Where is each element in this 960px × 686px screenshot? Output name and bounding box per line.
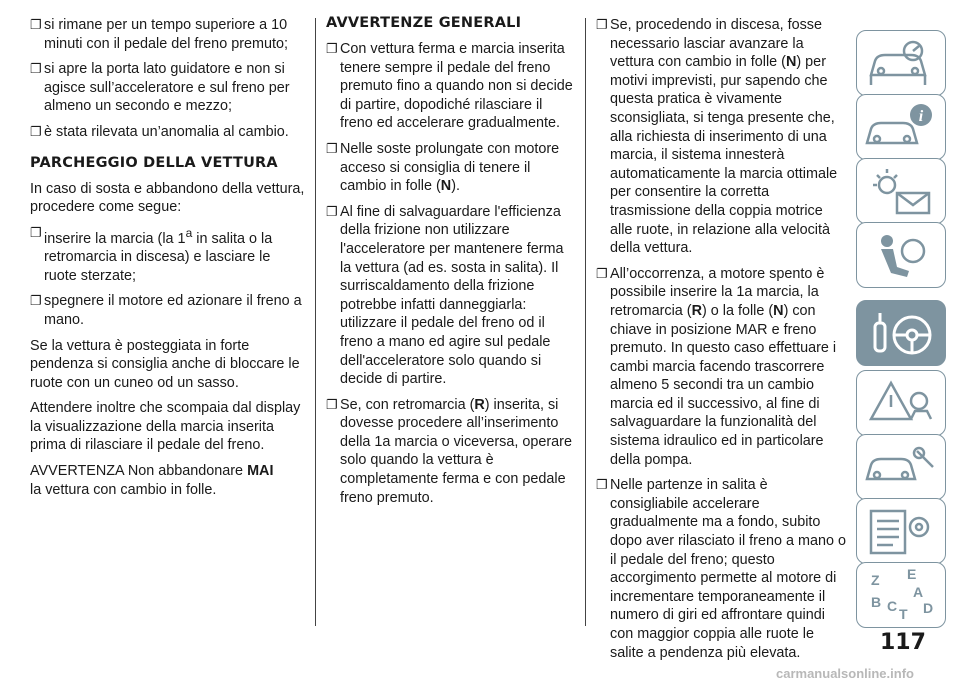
column-divider: [585, 18, 586, 626]
index-letter: Z: [871, 572, 880, 588]
checkbox-bullet-icon: ❐: [326, 396, 338, 412]
watermark: carmanualsonline.info: [776, 666, 914, 681]
checkbox-bullet-icon: ❐: [30, 61, 42, 77]
bullet-item: ❐ spegnere il motore ed azionare il freno a mano.: [30, 293, 302, 328]
bullet-item: ❐ Al fine di salvaguardare l'efficienza della frizione non utilizzare l'acceleratore per mantenere ferma la vettura (ad es. sosta in salita). Il surriscaldamento della frizione potrebbe infatti danneggiarla: utilizzare il pedale del freno od il freno a mano ed agire sul pedale dell'acceleratore solo quando si decide di partire.: [326, 203, 564, 388]
breakdown-warning-triangle-icon: [857, 371, 947, 437]
svg-text:i: i: [918, 108, 924, 125]
section-heading: PARCHEGGIO DELLA VETTURA: [30, 154, 278, 171]
index-letter: D: [923, 600, 934, 616]
checkbox-bullet-icon: ❐: [30, 17, 42, 32]
bullet-item: ❐ Se, con retromarcia (R) inserita, si dovesse procedere all’inserimento della 1a marcia o viceversa, operare solo quando la vettura è completamente ferma e con pedale freno premuto.: [326, 396, 572, 506]
warning-lights-message-icon: [857, 159, 947, 225]
bullet-item: ❐ Nelle partenze in salita è consigliabile accelerare gradualmente ma a fondo, subito dopo aver rilasciato il freno a mano o il pedale del freno; questo accorgimento permette al motore di incrementare temporaneamente il numero di giri ed affrontare quindi con maggior coppia alle ruote le salite a pendenza più elevata.: [596, 477, 846, 661]
car-service-wrench-icon: [857, 435, 947, 501]
tab-warning-lights[interactable]: [856, 158, 946, 224]
bullet-item: ❐ Con vettura ferma e marcia inserita tenere sempre il pedale del freno premuto fino a quando non si decide di partire, dopodiché rilasciare il freno ed accelerare gradualmente.: [326, 41, 573, 132]
tab-index[interactable]: [856, 562, 946, 628]
column-divider: [315, 18, 316, 626]
checkbox-bullet-icon: ❐: [30, 123, 42, 139]
text-column-right: [596, 16, 848, 669]
car-dashboard-icon: [857, 31, 947, 97]
alphabetical-index-icon: [857, 563, 947, 629]
tab-technical-data[interactable]: [856, 498, 946, 564]
text-column-left: [30, 16, 306, 506]
bullet-item: ❐ All’occorrenza, a motore spento è possibile inserire la 1a marcia, la retromarcia (R) o la folle (N) con chiave in posizione MAR e freno premuto. In questo caso effettuare i cambi marcia facendo trascorrere almeno 5 secondi tra un cambio marcia ed il successivo, al fine di salvaguardare la funzionalità del sistema idraulico ed in particolare della pompa.: [596, 265, 837, 468]
bullet-item: ❐ Se, procedendo in discesa, fosse necessario lasciar avanzare la vettura con cambio in folle (N) per motivi imprevisti, pur sapendo che questa pratica è vivamente sconsigliata, si tenga presente che, alla richiesta di inserimento di una marcia, il sistema innesterà automaticamente la marcia ottimale per consentire la corretta trasmissione della coppia motrice alle ruote, in relazione alla velocità della vettura.: [596, 17, 838, 257]
tab-starting-driving[interactable]: [856, 300, 946, 366]
warning-paragraph: AVVERTENZA Non abbandonare MAI la vettura con cambio in folle.: [30, 463, 274, 498]
page-number: 117: [880, 630, 926, 655]
checkbox-bullet-icon: ❐: [326, 140, 338, 156]
tab-airbag-safety[interactable]: [856, 222, 946, 288]
paragraph: In caso di sosta e abbandono della vettura, procedere come segue:: [30, 180, 305, 216]
checkbox-bullet-icon: ❐: [596, 477, 608, 493]
bullet-item: ❐ inserire la marcia (la 1$^a$ in salita o la retromarcia in discesa) e lasciare le ruote sterzate;: [30, 224, 273, 284]
bullet-item: ❐ Nelle soste prolungate con motore acceso si consiglia di tenere il cambio in folle (N).: [326, 140, 560, 195]
index-letter: C: [887, 598, 898, 614]
car-info-icon: [857, 95, 947, 161]
checkbox-bullet-icon: ❐: [326, 41, 338, 56]
checkbox-bullet-icon: ❐: [326, 203, 338, 219]
tab-car-dashboard[interactable]: [856, 30, 946, 96]
checkbox-bullet-icon: ❐: [596, 265, 608, 281]
section-heading: AVVERTENZE GENERALI: [326, 15, 522, 31]
tab-car-info[interactable]: [856, 94, 946, 160]
bullet-item: ❐ si rimane per un tempo superiore a 10 minuti con il pedale del freno premuto;: [30, 17, 288, 52]
technical-data-gear-icon: [857, 499, 947, 565]
bullet-item: ❐ è stata rilevata un’anomalia al cambio.: [30, 123, 289, 140]
index-letter: E: [907, 566, 917, 582]
paragraph: Attendere inoltre che scompaia dal display la visualizzazione della marcia inserita prima di rilasciare il pedale del freno.: [30, 400, 301, 454]
paragraph: Se la vettura è posteggiata in forte pendenza si consiglia anche di bloccare le ruote con un cuneo od un sasso.: [30, 337, 300, 391]
index-letter: T: [899, 606, 908, 622]
index-letter: A: [913, 584, 924, 600]
text-column-middle: [326, 16, 576, 514]
tab-emergency[interactable]: [856, 370, 946, 436]
bullet-item: ❐ si apre la porta lato guidatore e non si agisce sull’acceleratore e sul freno per almeno un secondo e mezzo;: [30, 61, 290, 115]
checkbox-bullet-icon: ❐: [596, 17, 608, 32]
checkbox-bullet-icon: ❐: [30, 293, 42, 309]
checkbox-bullet-icon: ❐: [30, 224, 42, 240]
index-letter: B: [871, 594, 882, 610]
airbag-seat-icon: [857, 223, 947, 289]
tab-maintenance[interactable]: [856, 434, 946, 500]
key-steering-wheel-icon: [857, 301, 947, 367]
